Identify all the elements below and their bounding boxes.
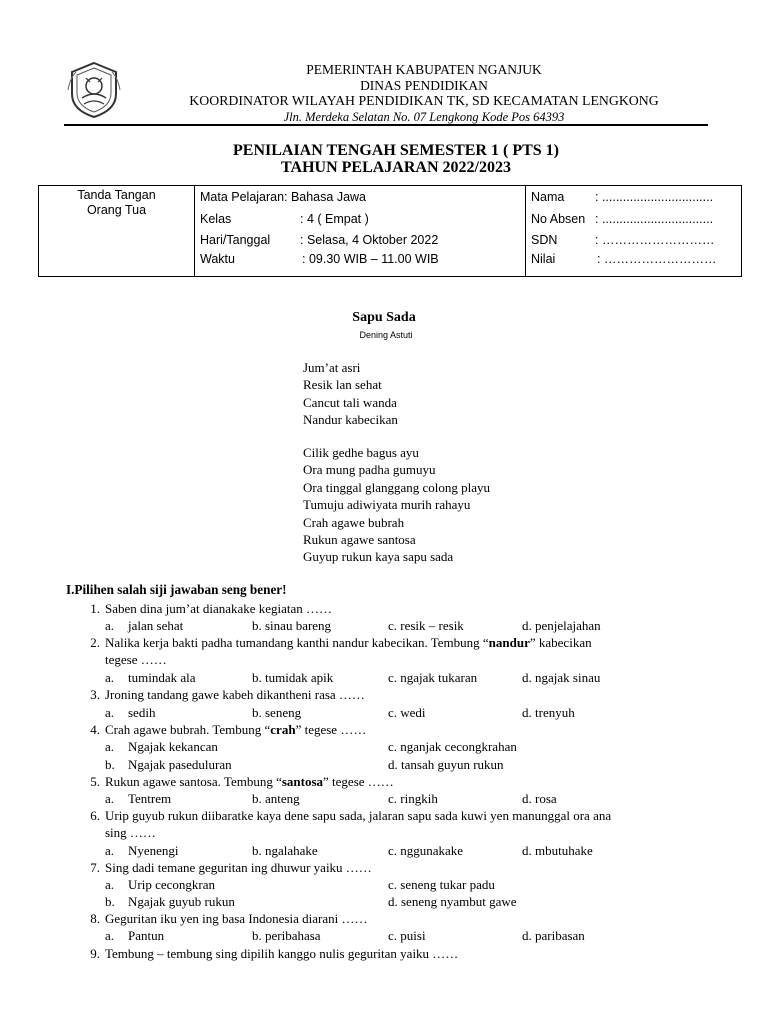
absen-field[interactable]: : ................................ <box>595 212 714 226</box>
subject-info-cell <box>194 186 526 276</box>
poem-line: Ora mung padha gumuyu <box>303 462 436 478</box>
poem-line: Cilik gedhe bagus ayu <box>303 445 419 460</box>
option-d[interactable]: d. rosa <box>522 791 557 806</box>
question-number: 8. <box>90 911 100 926</box>
question-text: Sing dadi temane geguritan ing dhuwur yaiku …… <box>105 860 372 875</box>
option-d[interactable]: d. tansah guyun rukun <box>388 757 504 772</box>
option-c[interactable]: c. nggunakake <box>388 843 464 858</box>
option-letter: a. <box>105 705 115 720</box>
question-number: 5. <box>90 774 100 789</box>
question-keyword: santosa <box>281 774 324 789</box>
poem-line: Ora tinggal glanggang colong playu <box>303 479 491 495</box>
poem-author: Dening Astuti <box>359 330 413 340</box>
option-d[interactable]: d. mbutuhake <box>522 843 593 858</box>
option-c[interactable]: c. resik – resik <box>388 618 464 633</box>
poem-line: Guyup rukun kaya sapu sada <box>303 549 454 565</box>
question-text: tegese …… <box>105 652 167 667</box>
question-text-part: ” tegese …… <box>295 722 367 737</box>
question-text <box>105 634 592 651</box>
poem-line: Cancut tali wanda <box>303 394 397 410</box>
name-label: Nama <box>531 190 565 204</box>
option-a[interactable]: sedih <box>128 705 156 720</box>
option-b[interactable]: Ngajak guyub rukun <box>128 894 235 909</box>
option-letter: a. <box>105 791 115 806</box>
option-a[interactable]: Pantun <box>128 928 165 943</box>
name-field[interactable]: : ................................ <box>595 190 714 204</box>
poem-line: Nandur kabecikan <box>303 412 398 428</box>
letterhead-coordinator: KOORDINATOR WILAYAH PENDIDIKAN TK, SD KECAMATAN LENGKONG <box>189 93 659 108</box>
parent-signature-cell <box>39 186 195 276</box>
option-a[interactable]: Ngajak kekancan <box>128 739 218 754</box>
option-d[interactable]: d. trenyuh <box>522 705 575 720</box>
option-letter: b. <box>105 894 115 909</box>
letterhead-divider <box>64 124 708 126</box>
option-c[interactable]: c. ngajak tukaran <box>388 670 478 685</box>
option-a[interactable]: Urip cecongkran <box>128 877 215 892</box>
date-value: : Selasa, 4 Oktober 2022 <box>300 233 439 247</box>
section-title: I.Pilihen salah siji jawaban seng bener! <box>66 582 287 597</box>
option-a[interactable]: Nyenengi <box>128 843 179 858</box>
question-number: 9. <box>90 946 100 961</box>
option-d[interactable]: d. paribasan <box>522 928 585 943</box>
student-info-table <box>38 185 742 277</box>
option-b[interactable]: b. seneng <box>252 705 302 720</box>
question-text-part: Rukun agawe santosa. Tembung “ <box>105 774 282 789</box>
exam-title: PENILAIAN TENGAH SEMESTER 1 ( PTS 1) <box>233 142 559 159</box>
question-text: sing …… <box>105 825 156 840</box>
class-value: : 4 ( Empat ) <box>300 212 369 226</box>
absen-label: No Absen <box>531 212 586 226</box>
time-value: : 09.30 WIB – 11.00 WIB <box>302 252 439 266</box>
option-letter: a. <box>105 877 115 892</box>
question-text: Geguritan iku yen ing basa Indonesia diarani …… <box>105 911 368 926</box>
letterhead-department: DINAS PENDIDIKAN <box>360 78 488 93</box>
question-number: 3. <box>90 687 100 702</box>
option-b[interactable]: b. ngalahake <box>252 843 318 858</box>
student-id-cell <box>525 186 741 276</box>
letterhead-government: PEMERINTAH KABUPATEN NGANJUK <box>306 62 542 77</box>
question-number: 2. <box>90 635 100 650</box>
option-d[interactable]: d. ngajak sinau <box>522 670 601 685</box>
poem-stanza-2 <box>303 444 490 566</box>
option-letter: a. <box>105 618 115 633</box>
exam-year: TAHUN PELAJARAN 2022/2023 <box>281 159 511 176</box>
subject-value: : Bahasa Jawa <box>284 190 366 204</box>
question-text <box>105 721 366 738</box>
poem-title: Sapu Sada <box>352 310 416 325</box>
question-text-part: ” kabecikan <box>529 635 592 650</box>
question-number: 7. <box>90 860 100 875</box>
option-b[interactable]: Ngajak paseduluran <box>128 757 232 772</box>
poem-stanza-1 <box>303 359 398 429</box>
option-b[interactable]: b. anteng <box>252 791 300 806</box>
option-c[interactable]: c. wedi <box>388 705 426 720</box>
option-c[interactable]: c. puisi <box>388 928 426 943</box>
poem-line: Jum’at asri <box>303 360 361 375</box>
score-field[interactable]: : ……………………… <box>597 252 717 266</box>
question-text <box>105 773 394 790</box>
poem-line: Tumuju adiwiyata murih rahayu <box>303 497 471 513</box>
option-c[interactable]: c. ringkih <box>388 791 438 806</box>
poem-line: Resik lan sehat <box>303 377 382 393</box>
option-c[interactable]: c. seneng tukar padu <box>388 877 495 892</box>
option-a[interactable]: Tentrem <box>128 791 172 806</box>
question-text-part: ” tegese …… <box>323 774 394 789</box>
sdn-label: SDN <box>531 233 558 247</box>
time-label: Waktu <box>200 252 235 266</box>
option-letter: a. <box>105 843 115 858</box>
option-d[interactable]: d. penjelajahan <box>522 618 601 633</box>
parent-signature-label: Tanda Tangan Orang Tua <box>77 188 156 217</box>
question-text: Tembung – tembung sing dipilih kanggo nulis geguritan yaiku …… <box>105 946 459 961</box>
class-label: Kelas <box>200 212 232 226</box>
sdn-field[interactable]: : ……………………… <box>595 233 715 247</box>
question-keyword: crah <box>270 722 296 737</box>
question-text-part: Nalika kerja bakti padha tumandang kanthi nandur kabecikan. Tembung “ <box>105 635 489 650</box>
question-text: Jroning tandang gawe kabeh dikantheni rasa …… <box>105 687 365 702</box>
date-label: Hari/Tanggal <box>200 233 271 247</box>
option-letter: a. <box>105 928 115 943</box>
poem-line: Rukun agawe santosa <box>303 532 416 548</box>
option-letter: a. <box>105 670 115 685</box>
question-number: 6. <box>90 808 100 823</box>
option-d[interactable]: d. seneng nyambut gawe <box>388 894 517 909</box>
poem-line: Crah agawe bubrah <box>303 514 405 530</box>
question-number: 4. <box>90 722 100 737</box>
subject-label: Mata Pelajaran <box>200 190 285 204</box>
option-a[interactable]: jalan sehat <box>128 618 184 633</box>
option-letter: a. <box>105 739 115 754</box>
option-c[interactable]: c. nganjak cecongkrahan <box>388 739 517 754</box>
option-b[interactable]: b. tumidak apik <box>252 670 334 685</box>
question-text: Saben dina jum’at dianakake kegiatan …… <box>105 601 333 616</box>
question-text: Urip guyub rukun diibaratke kaya dene sapu sada, jalaran sapu sada kuwi yen manunggal ora ana <box>105 808 612 823</box>
option-b[interactable]: b. peribahasa <box>252 928 321 943</box>
option-letter: b. <box>105 757 115 772</box>
question-keyword: nandur <box>488 635 530 650</box>
letterhead-address: Jln. Merdeka Selatan No. 07 Lengkong Kode Pos 64393 <box>283 110 565 124</box>
question-number: 1. <box>90 601 100 616</box>
option-b[interactable]: b. sinau bareng <box>252 618 332 633</box>
score-label: Nilai <box>531 252 556 266</box>
option-a[interactable]: tumindak ala <box>128 670 196 685</box>
question-text-part: Crah agawe bubrah. Tembung “ <box>105 722 271 737</box>
